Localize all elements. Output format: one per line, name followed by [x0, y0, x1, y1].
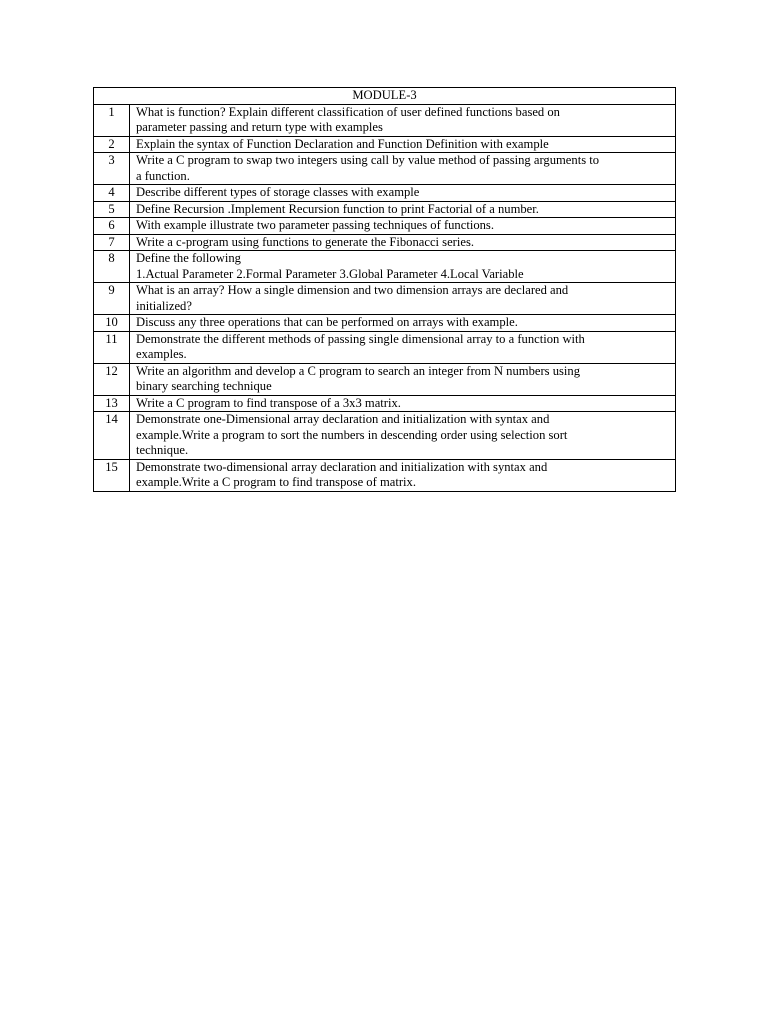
- question-table: [93, 87, 676, 492]
- question-number: 10: [94, 315, 130, 332]
- question-row: [94, 315, 676, 332]
- title-row: [94, 88, 676, 105]
- question-row: [94, 153, 676, 185]
- question-number: 6: [94, 218, 130, 235]
- question-number: 7: [94, 234, 130, 251]
- question-row: [94, 104, 676, 136]
- question-text: Demonstrate the different methods of passing single dimensional array to a function with examples.: [130, 331, 676, 363]
- question-number: 4: [94, 185, 130, 202]
- question-row: [94, 251, 676, 283]
- question-text: What is function? Explain different classification of user defined functions based on parameter passing and return type with examples: [130, 104, 676, 136]
- module-title: MODULE-3: [94, 88, 676, 105]
- question-text: Write a C program to swap two integers using call by value method of passing arguments to a function.: [130, 153, 676, 185]
- question-row: [94, 412, 676, 460]
- question-number: 15: [94, 459, 130, 491]
- question-row: [94, 459, 676, 491]
- question-row: [94, 331, 676, 363]
- question-text: Define the following 1.Actual Parameter 2.Formal Parameter 3.Global Parameter 4.Local Variable: [130, 251, 676, 283]
- question-row: [94, 234, 676, 251]
- question-number: 8: [94, 251, 130, 283]
- question-text: What is an array? How a single dimension and two dimension arrays are declared and initialized?: [130, 283, 676, 315]
- question-row: [94, 283, 676, 315]
- question-number: 13: [94, 395, 130, 412]
- question-number: 2: [94, 136, 130, 153]
- question-text: Write an algorithm and develop a C program to search an integer from N numbers using binary searching technique: [130, 363, 676, 395]
- question-text: Demonstrate one-Dimensional array declaration and initialization with syntax and example.Write a program to sort the numbers in descending order using selection sort technique.: [130, 412, 676, 460]
- question-text: With example illustrate two parameter passing techniques of functions.: [130, 218, 676, 235]
- question-number: 1: [94, 104, 130, 136]
- question-table-body: [94, 88, 676, 492]
- question-row: [94, 136, 676, 153]
- question-text: Write a C program to find transpose of a 3x3 matrix.: [130, 395, 676, 412]
- question-number: 9: [94, 283, 130, 315]
- question-number: 14: [94, 412, 130, 460]
- question-row: [94, 201, 676, 218]
- question-text: Demonstrate two-dimensional array declaration and initialization with syntax and example.Write a C program to find transpose of matrix.: [130, 459, 676, 491]
- question-number: 11: [94, 331, 130, 363]
- question-text: Explain the syntax of Function Declaration and Function Definition with example: [130, 136, 676, 153]
- question-number: 5: [94, 201, 130, 218]
- question-row: [94, 218, 676, 235]
- question-text: Write a c-program using functions to generate the Fibonacci series.: [130, 234, 676, 251]
- question-text: Define Recursion .Implement Recursion function to print Factorial of a number.: [130, 201, 676, 218]
- question-row: [94, 185, 676, 202]
- question-number: 12: [94, 363, 130, 395]
- question-row: [94, 363, 676, 395]
- question-text: Describe different types of storage classes with example: [130, 185, 676, 202]
- question-row: [94, 395, 676, 412]
- question-text: Discuss any three operations that can be performed on arrays with example.: [130, 315, 676, 332]
- question-number: 3: [94, 153, 130, 185]
